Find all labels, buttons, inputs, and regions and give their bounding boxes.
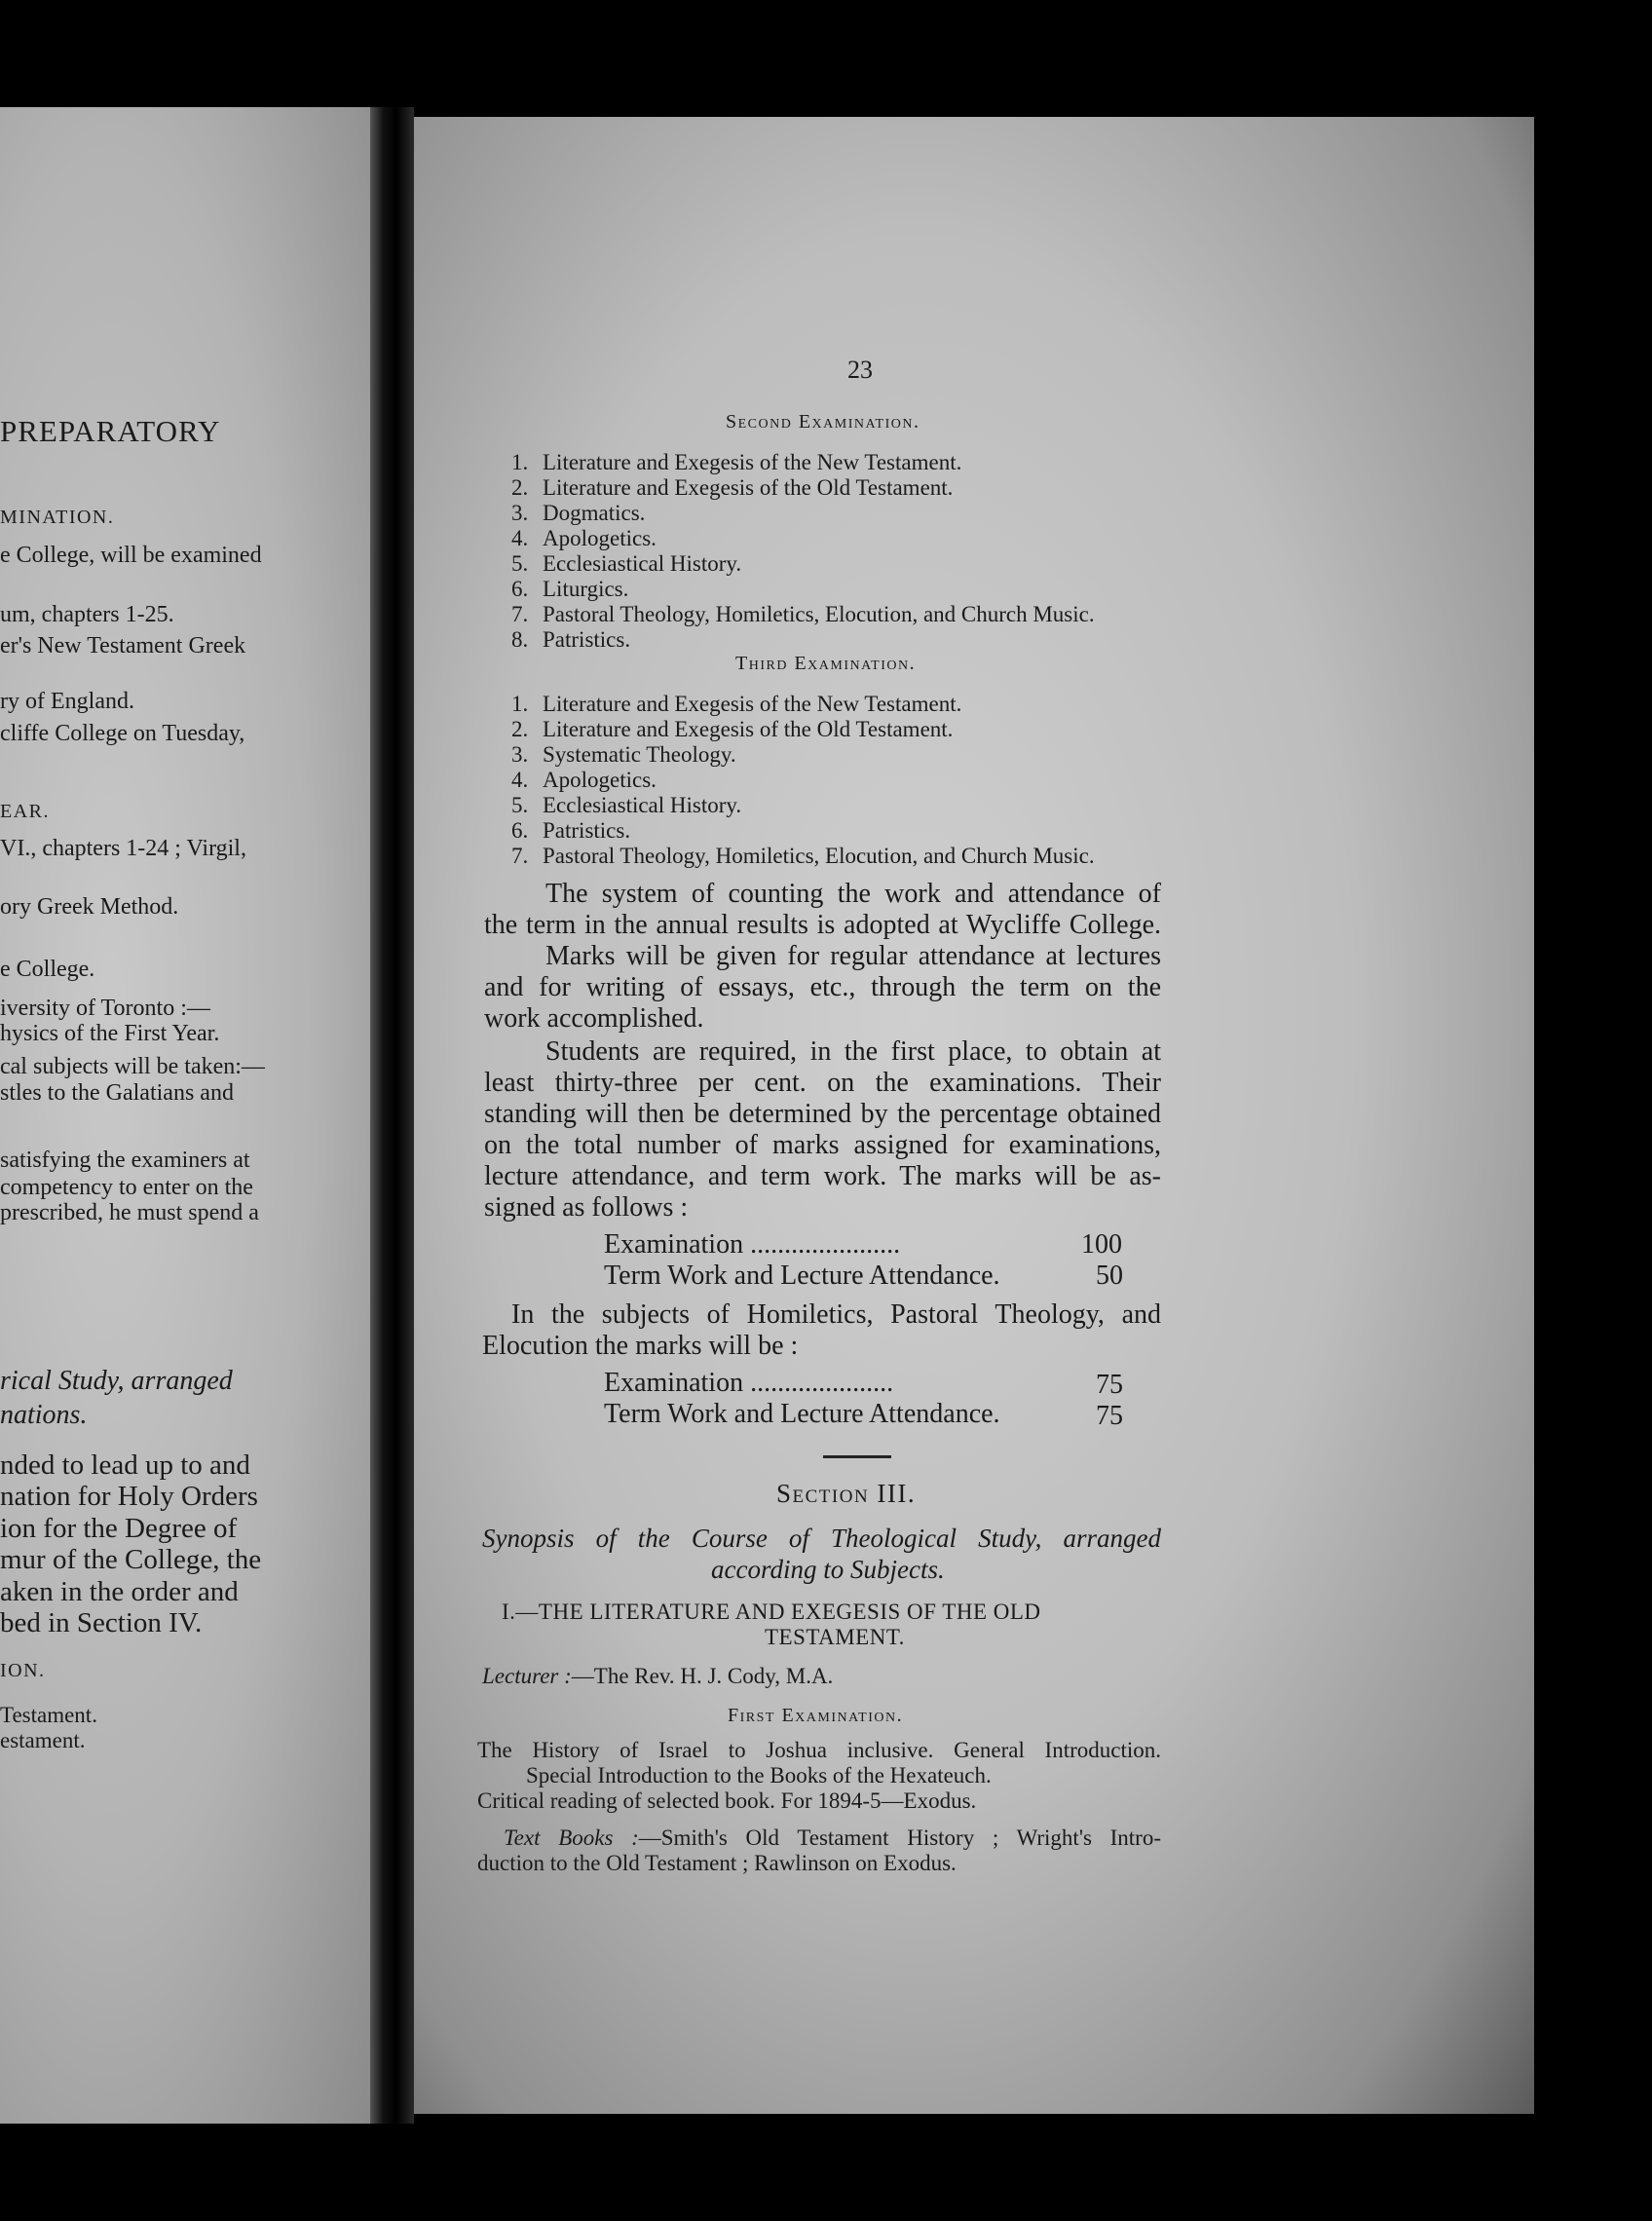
marks-term-label: Term Work and Lecture Attendance. (604, 1399, 1000, 1429)
left-line: e College, will be examined (0, 543, 262, 568)
paragraph-line: Marks will be given for regular attendance at lectures (545, 941, 1161, 971)
right-page (414, 117, 1534, 2114)
marks-term-label: Term Work and Lecture Attendance. (604, 1261, 1000, 1291)
marks-exam-label: Examination ...................... (604, 1229, 901, 1260)
list-item: 3. Systematic Theology. (511, 742, 736, 767)
paragraph-line: Students are required, in the first place, to obtain at (545, 1036, 1161, 1067)
left-page (0, 107, 370, 2124)
synopsis-line: according to Subjects. (711, 1555, 945, 1584)
list-item: 3. Dogmatics. (511, 501, 646, 525)
paragraph-line: on the total number of marks assigned for examinations, (484, 1130, 1161, 1160)
left-line: estament. (0, 1728, 86, 1752)
paragraph-line: signed as follows : (484, 1192, 689, 1223)
list-item: 1. Literature and Exegesis of the New Testament. (511, 450, 962, 474)
first-exam-heading: First Examination. (728, 1705, 904, 1726)
list-item: 2. Literature and Exegesis of the Old Testament. (511, 475, 954, 500)
paragraph-line: standing will then be determined by the percentage obtained (484, 1099, 1161, 1129)
left-line: satisfying the examiners at (0, 1148, 250, 1173)
marks-term-value: 75 (1096, 1401, 1123, 1431)
left-line: nded to lead up to and (0, 1449, 250, 1481)
left-line: competency to enter on the (0, 1175, 253, 1200)
paragraph-line: the term in the annual results is adopted at Wycliffe College. (484, 910, 1161, 940)
paragraph-line: least thirty-three per cent. on the examinations. Their (484, 1068, 1161, 1098)
list-item: 7. Pastoral Theology, Homiletics, Elocution, and Church Music. (511, 602, 1095, 626)
left-line: ory Greek Method. (0, 894, 179, 920)
section-title: Section III. (776, 1479, 917, 1508)
left-line: nation for Holy Orders (0, 1481, 258, 1512)
left-line: er's New Testament Greek (0, 633, 246, 659)
synopsis-line: Synopsis of the Course of Theological Study, arranged (482, 1524, 1161, 1553)
marks-exam-value: 100 (1081, 1229, 1122, 1260)
list-item: 2. Literature and Exegesis of the Old Testament. (511, 717, 954, 741)
history-line: Special Introduction to the Books of the Hexateuch. (526, 1763, 992, 1788)
left-line: iversity of Toronto :— (0, 996, 210, 1021)
left-line: um, chapters 1-25. (0, 602, 174, 627)
left-line: rical Study, arranged (0, 1366, 233, 1396)
text-books-line: duction to the Old Testament ; Rawlinson on Exodus. (477, 1851, 957, 1875)
page-number: 23 (847, 356, 873, 384)
paragraph-line: lecture attendance, and term work. The marks will be as- (484, 1161, 1161, 1191)
list-item: 6. Patristics. (511, 818, 631, 843)
history-line: Critical reading of selected book. For 1894-5—Exodus. (477, 1788, 977, 1813)
list-item: 6. Liturgics. (511, 577, 629, 601)
left-line: ion for the Degree of (0, 1513, 238, 1544)
left-line: EAR. (0, 801, 50, 822)
left-heading: PREPARATORY (0, 414, 221, 448)
marks-exam-label: Examination ..................... (604, 1368, 894, 1398)
paragraph-line: Elocution the marks will be : (482, 1331, 799, 1361)
left-line: bed in Section IV. (0, 1607, 203, 1638)
left-line: aken in the order and (0, 1576, 239, 1607)
left-line: stles to the Galatians and (0, 1080, 234, 1106)
list-item: 7. Pastoral Theology, Homiletics, Elocution, and Church Music. (511, 844, 1095, 868)
left-line: hysics of the First Year. (0, 1021, 220, 1046)
history-line: The History of Israel to Joshua inclusive. General Introduction. (477, 1738, 1161, 1762)
left-line: cliffe College on Tuesday, (0, 721, 245, 746)
subsection-heading: TESTAMENT. (765, 1625, 905, 1649)
left-line: ry of England. (0, 689, 134, 714)
left-line: prescribed, he must spend a (0, 1200, 259, 1225)
book-gutter (370, 107, 414, 2124)
lecturer-line: Lecturer :—The Rev. H. J. Cody, M.A. (482, 1664, 834, 1688)
left-line: Testament. (0, 1703, 97, 1727)
paragraph-line: work accomplished. (484, 1003, 704, 1034)
left-line: VI., chapters 1-24 ; Virgil, (0, 836, 246, 861)
list-item: 5. Ecclesiastical History. (511, 793, 742, 817)
paragraph-line: In the subjects of Homiletics, Pastoral Theology, and (511, 1299, 1161, 1330)
paragraph-line: and for writing of essays, etc., through the term on the (484, 972, 1161, 1002)
left-line: nations. (0, 1400, 88, 1430)
left-line: mur of the College, the (0, 1544, 262, 1575)
list-item: 1. Literature and Exegesis of the New Testament. (511, 692, 962, 716)
third-exam-heading: Third Examination. (735, 653, 917, 674)
list-item: 4. Apologetics. (511, 768, 657, 792)
left-line: e College. (0, 957, 95, 982)
section-divider (823, 1455, 891, 1458)
text-books-line: Text Books :—Smith's Old Testament History ; Wright's Intro- (504, 1826, 1161, 1850)
left-line: ION. (0, 1660, 46, 1681)
list-item: 5. Ecclesiastical History. (511, 551, 742, 576)
left-line: cal subjects will be taken:— (0, 1054, 265, 1079)
marks-term-value: 50 (1096, 1261, 1123, 1291)
left-line: MINATION. (0, 507, 115, 528)
second-exam-heading: Second Examination. (726, 411, 920, 433)
marks-exam-value: 75 (1096, 1370, 1123, 1400)
paragraph-line: The system of counting the work and attendance of (545, 879, 1161, 909)
subsection-heading: I.—THE LITERATURE AND EXEGESIS OF THE OLD (502, 1600, 1041, 1624)
list-item: 8. Patristics. (511, 627, 631, 652)
list-item: 4. Apologetics. (511, 526, 657, 550)
